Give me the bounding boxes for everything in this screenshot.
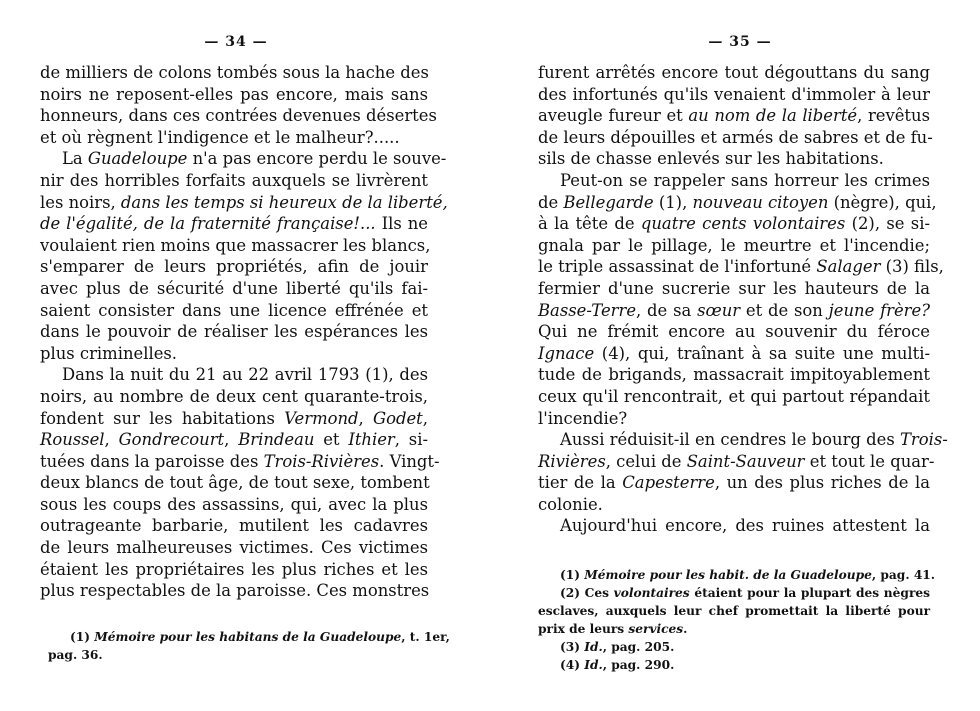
text-line: le triple assassinat de l'infortuné Salager (3) fils, <box>538 257 944 277</box>
text-line: noirs ne reposent-elles pas encore, mais sans <box>40 84 428 104</box>
left-footnotes <box>48 628 450 664</box>
text-line: de leurs malheureuses victimes. Ces victimes <box>40 538 428 558</box>
text-line: nir des horribles forfaits auxquels se livrèrent <box>40 170 428 190</box>
text-line: de milliers de colons tombés sous la hache des <box>40 63 429 82</box>
text-line: de l'égalité, de la fraternité française!... Ils ne <box>40 214 428 234</box>
text-line: avec plus de sécurité d'une liberté qu'ils fai- <box>40 278 428 298</box>
footnote-line: (2) Ces volontaires étaient pour la plupart des nègres <box>560 586 930 600</box>
text-line: noirs, au nombre de deux cent quarante-trois, <box>40 386 428 406</box>
text-line: ceux qu'il rencontrait, et qui partout répandait <box>538 386 930 406</box>
text-line: s'emparer de leurs propriétés, afin de jouir <box>40 257 428 277</box>
right-page <box>490 0 980 711</box>
footnote-line: (1) Mémoire pour les habit. de la Guadeloupe, pag. 41. <box>560 568 936 582</box>
text-line: de leurs dépouilles et armés de sabres et de fu- <box>538 127 933 147</box>
footnote-line: pag. 36. <box>48 648 103 662</box>
text-line: saient consister dans une licence effrénée et <box>40 300 428 320</box>
text-line: furent arrêtés encore tout dégouttans du sang <box>538 63 930 82</box>
text-line: Aussi réduisit-il en cendres le bourg des Trois- <box>560 430 948 450</box>
page-number-right: — 35 — <box>708 34 772 50</box>
text-line: étaient les propriétaires les plus riches et les <box>40 559 428 579</box>
text-line: Rivières, celui de Saint-Sauveur et tout le quar- <box>538 451 935 471</box>
text-line: sous les coups des assassins, qui, avec la plus <box>40 494 428 514</box>
text-line: Dans la nuit du 21 au 22 avril 1793 (1), des <box>62 365 428 385</box>
page-number-left: — 34 — <box>204 34 268 50</box>
left-page-body <box>40 62 448 602</box>
text-line: colonie. <box>538 494 603 514</box>
text-line: outrageante barbarie, mutilent les cadavres <box>40 516 428 536</box>
text-line: La Guadeloupe n'a pas encore perdu le souve- <box>62 149 447 169</box>
text-line: plus criminelles. <box>40 343 178 363</box>
text-line: fondent sur les habitations Vermond, Godet, <box>40 408 428 428</box>
text-line: les noirs, dans les temps si heureux de la liberté, <box>40 192 448 212</box>
text-line: l'incendie? <box>538 408 628 428</box>
footnote-line: (4) Id., pag. 290. <box>560 658 675 672</box>
right-page-body <box>538 62 948 537</box>
text-line: de Bellegarde (1), nouveau citoyen (nègre), qui, <box>538 192 937 212</box>
text-line: Basse-Terre, de sa sœur et de son jeune frère? <box>538 300 931 320</box>
text-line: deux blancs de tout âge, de tout sexe, tombent <box>40 473 430 493</box>
text-line: sils de chasse enlevés sur les habitations. <box>538 149 884 169</box>
text-line: tude de brigands, massacrait impitoyablement <box>538 365 930 385</box>
text-line: Roussel, Gondrecourt, Brindeau et Ithier, si- <box>40 430 428 450</box>
footnote-line: prix de leurs services. <box>538 622 688 636</box>
text-line: Peut-on se rappeler sans horreur les crimes <box>560 170 930 190</box>
text-line: Aujourd'hui encore, des ruines attestent la <box>560 516 930 536</box>
text-line: à la tête de quatre cents volontaires (2), se si- <box>538 214 930 234</box>
text-line: fermier d'une sucrerie sur les hauteurs de la <box>538 278 930 298</box>
footnote-line: (3) Id., pag. 205. <box>560 640 675 654</box>
right-footnotes <box>538 566 936 674</box>
text-line: aveugle fureur et au nom de la liberté, revêtus <box>538 106 930 126</box>
footnote-line: esclaves, auxquels leur chef promettait la liberté pour <box>538 604 930 618</box>
text-line: tier de la Capesterre, un des plus riches de la <box>538 473 930 493</box>
text-line: plus respectables de la paroisse. Ces monstres <box>40 581 430 601</box>
text-line: gnala par le pillage, le meurtre et l'incendie; <box>538 235 930 255</box>
text-line: honneurs, dans ces contrées devenues désertes <box>40 106 437 126</box>
text-line: et où règnent l'indigence et le malheur?..... <box>40 127 400 147</box>
text-line: Ignace (4), qui, traînant à sa suite une multi- <box>538 343 930 363</box>
footnote-line: (1) Mémoire pour les habitans de la Guadeloupe, t. 1er, <box>70 630 450 644</box>
text-line: dans le pouvoir de réaliser les espérances les <box>40 322 428 342</box>
text-line: voulaient rien moins que massacrer les blancs, <box>40 235 431 255</box>
text-line: tuées dans la paroisse des Trois-Rivières. Vingt- <box>40 451 440 471</box>
text-line: des infortunés qu'ils venaient d'immoler à leur <box>538 84 930 104</box>
text-line: Qui ne frémit encore au souvenir du féroce <box>538 322 930 342</box>
